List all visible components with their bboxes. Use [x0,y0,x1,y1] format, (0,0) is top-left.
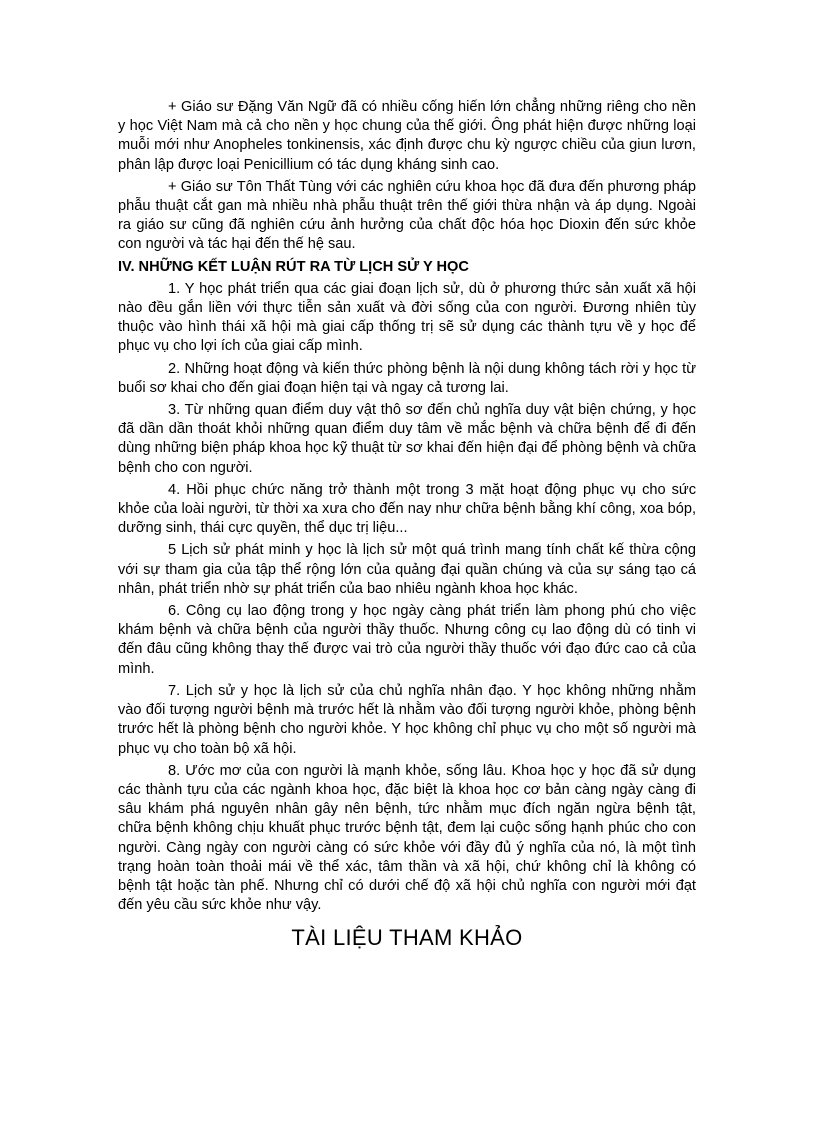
conclusion-item-2: 2. Những hoạt động và kiến thức phòng bệnh là nội dung không tách rời y học từ buổi sơ khai cho đến giai đoạn hiện tại và ngay cả tương lai. [118,360,696,396]
conclusion-item-4: 4. Hồi phục chức năng trở thành một trong 3 mặt hoạt động phục vụ cho sức khỏe của loài người, từ thời xa xưa cho đến nay như chữa bệnh bằng khí công, xoa bóp, dưỡng sinh, thái cực quyền, thể dục trị liệu... [118,481,696,537]
conclusion-item-8: 8. Ước mơ của con người là mạnh khỏe, sống lâu. Khoa học y học đã sử dụng các thành tựu của các ngành khoa học, đặc biệt là khoa học cơ bản càng ngày càng đi sâu khám phá nguyên nhân gây nên bệnh, tức nhằm mục đích ngăn ngừa bệnh tật, chữa bệnh không chịu khuất phục trước bệnh tật, đem lại cuộc sống hạnh phúc cho con người. Càng ngày con người càng có sức khỏe với đầy đủ ý nghĩa của nó, là một tình trạng hoàn toàn thoải mái về thể xác, tâm thần và xã hội, chứ không chỉ là không có bệnh tật hoặc tàn phế. Nhưng chỉ có dưới chế độ xã hội chủ nghĩa con người mới đạt đến yêu cầu sức khỏe như vậy. [118,762,696,914]
conclusion-item-3: 3. Từ những quan điểm duy vật thô sơ đến chủ nghĩa duy vật biện chứng, y học đã dần dần thoát khỏi những quan điểm duy tâm về mắc bệnh và chữa bệnh để đi đến dùng những biện pháp khoa học kỹ thuật từ sơ khai đến hiện đại để phòng bệnh và chữa bệnh cho con người. [118,402,696,476]
paragraph-dang-van-ngu: + Giáo sư Đặng Văn Ngữ đã có nhiều cống hiến lớn chẳng những riêng cho nền y học Việt Nam mà cả cho nền y học chung của thế giới. Ông phát hiện được những loại muỗi mới như Anopheles tonkinensis, xác định được chu kỳ ngược chiều của giun lươn, phân lập được loại Penicillium có tác dụng kháng sinh cao. [118,99,696,173]
conclusion-item-7: 7. Lịch sử y học là lịch sử của chủ nghĩa nhân đạo. Y học không những nhằm vào đối tượng người bệnh mà trước hết là nhằm vào đối tượng người khỏe, phòng bệnh trước hết là phòng bệnh cho người khỏe. Y học không chỉ phục vụ cho một số người mà phục vụ cho toàn bộ xã hội. [118,682,696,757]
paragraph-ton-that-tung: + Giáo sư Tôn Thất Tùng với các nghiên cứu khoa học đã đưa đến phương pháp phẫu thuật cắt gan mà nhiều nhà phẫu thuật trên thế giới thừa nhận và áp dụng. Ngoài ra giáo sư cũng đã nghiên cứu ảnh hưởng của chất độc hóa học Dioxin đến sức khỏe con người và tác hại đến thế hệ sau. [118,178,696,253]
conclusion-item-6: 6. Công cụ lao động trong y học ngày càng phát triển làm phong phú cho việc khám bệnh và chữa bệnh của người thầy thuốc. Nhưng công cụ lao động dù có tinh vi đến đâu cũng không thay thế được vai trò của người thầy thuốc với đạo đức cao cả của mình. [118,603,696,677]
document-page [118,98,696,953]
conclusion-item-5: 5 Lịch sử phát minh y học là lịch sử một quá trình mang tính chất kế thừa cộng với sự tham gia của tập thể rộng lớn của quảng đại quần chúng và của sự sáng tạo cá nhân, phát triển nhờ sự phát triển của bao nhiêu ngành khoa học khác. [118,542,696,597]
conclusion-item-1: 1. Y học phát triển qua các giai đoạn lịch sử, dù ở phương thức sản xuất xã hội nào đều gắn liền với thực tiễn sản xuất và đời sống của con người. Đương nhiên tùy thuộc vào hình thái xã hội mà giai cấp thống trị sẽ sử dụng các thành tựu về y học để phục vụ cho lợi ích của giai cấp mình. [118,280,696,355]
section-heading: IV. NHỮNG KẾT LUẬN RÚT RA TỪ LỊCH SỬ Y HỌC [118,258,469,275]
references-title: TÀI LIỆU THAM KHẢO [291,925,523,951]
